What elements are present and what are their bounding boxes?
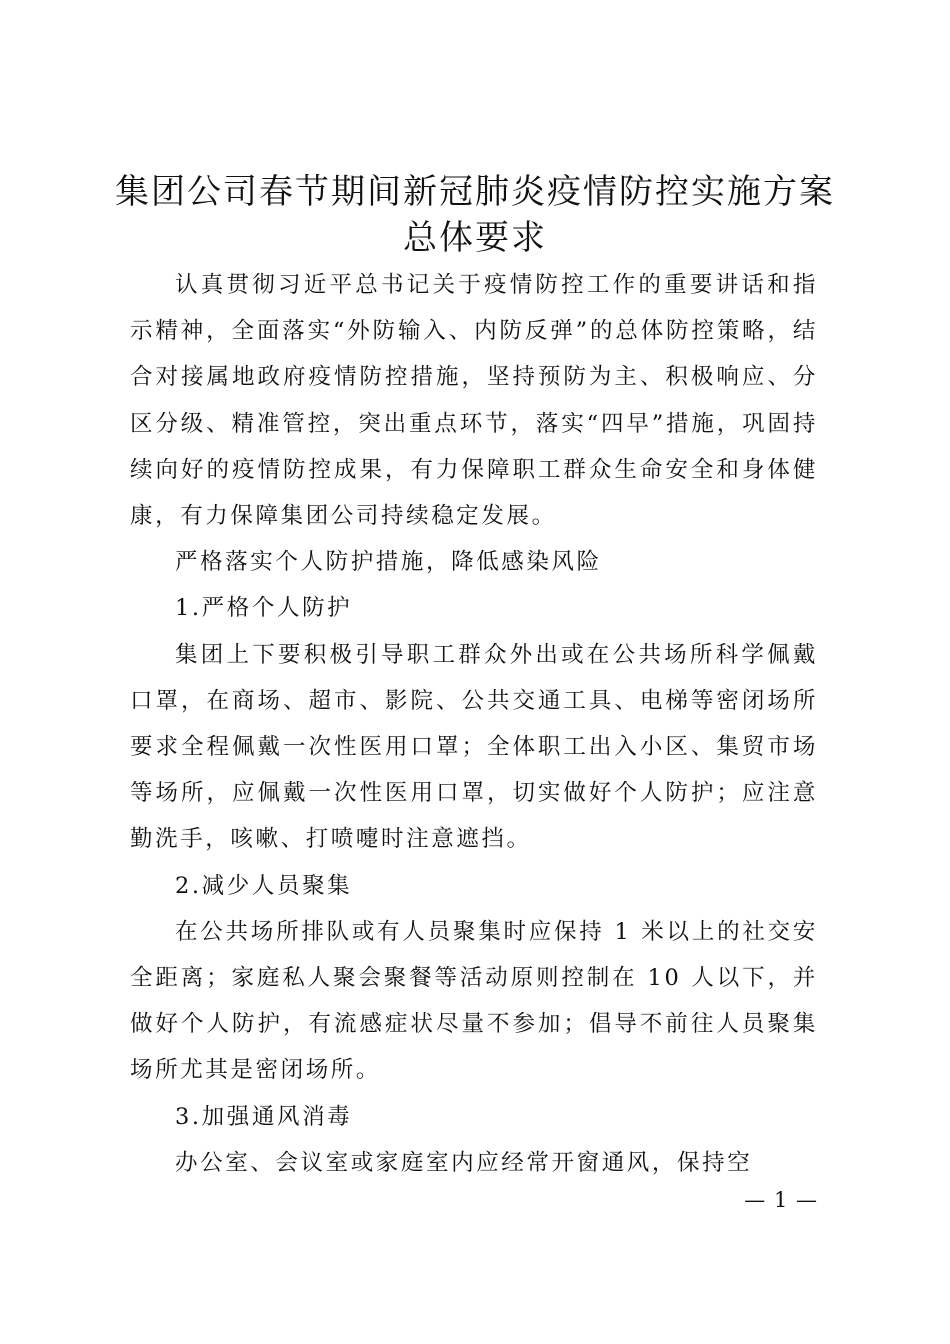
page-number: — 1 — [744, 1188, 818, 1212]
paragraph-ventilation: 办公室、会议室或家庭室内应经常开窗通风，保持空 [175, 1149, 753, 1176]
subheading-ventilation: 3.加强通风消毒 [175, 1103, 353, 1130]
subheading-strict-protection: 1.严格个人防护 [175, 595, 353, 622]
paragraph-general-requirements: 认真贯彻习近平总书记关于疫情防控工作的重要讲话和指示精神，全面落实“外防输入、内防反弹”的总体防控策略，结合对接属地政府疫情防控措施，坚持预防为主、积极响应、分区分级、精准管控，突出重点环节，落实“四早”措施，巩固持续向好的疫情防控成果，有力保障职工群众生命安全和身体健康，有力保障集团公司持续稳定发展。 [130, 272, 818, 530]
document-body [130, 262, 818, 1186]
paragraph-reduce-gathering: 在公共场所排队或有人员聚集时应保持 1 米以上的社交安全距离；家庭私人聚会聚餐等活动原则控制在 10 人以下，并做好个人防护，有流感症状尽量不参加；倡导不前往人员聚集场所尤其是密闭场所。 [130, 918, 818, 1084]
section-heading-general-requirements: 总体要求 [403, 218, 547, 258]
paragraph-strict-protection: 集团上下要积极引导职工群众外出或在公共场所科学佩戴口罩，在商场、超市、影院、公共交通工具、电梯等密闭场所要求全程佩戴一次性医用口罩；全体职工出入小区、集贸市场等场所，应佩戴一次性医用口罩，切实做好个人防护；应注意勤洗手，咳嗽、打喷嚏时注意遮挡。 [130, 641, 818, 853]
section-heading-personal-protection: 严格落实个人防护措施，降低感染风险 [175, 549, 602, 576]
subheading-reduce-gathering: 2.减少人员聚集 [175, 872, 353, 899]
document-title: 集团公司春节期间新冠肺炎疫情防控实施方案 [115, 172, 835, 212]
